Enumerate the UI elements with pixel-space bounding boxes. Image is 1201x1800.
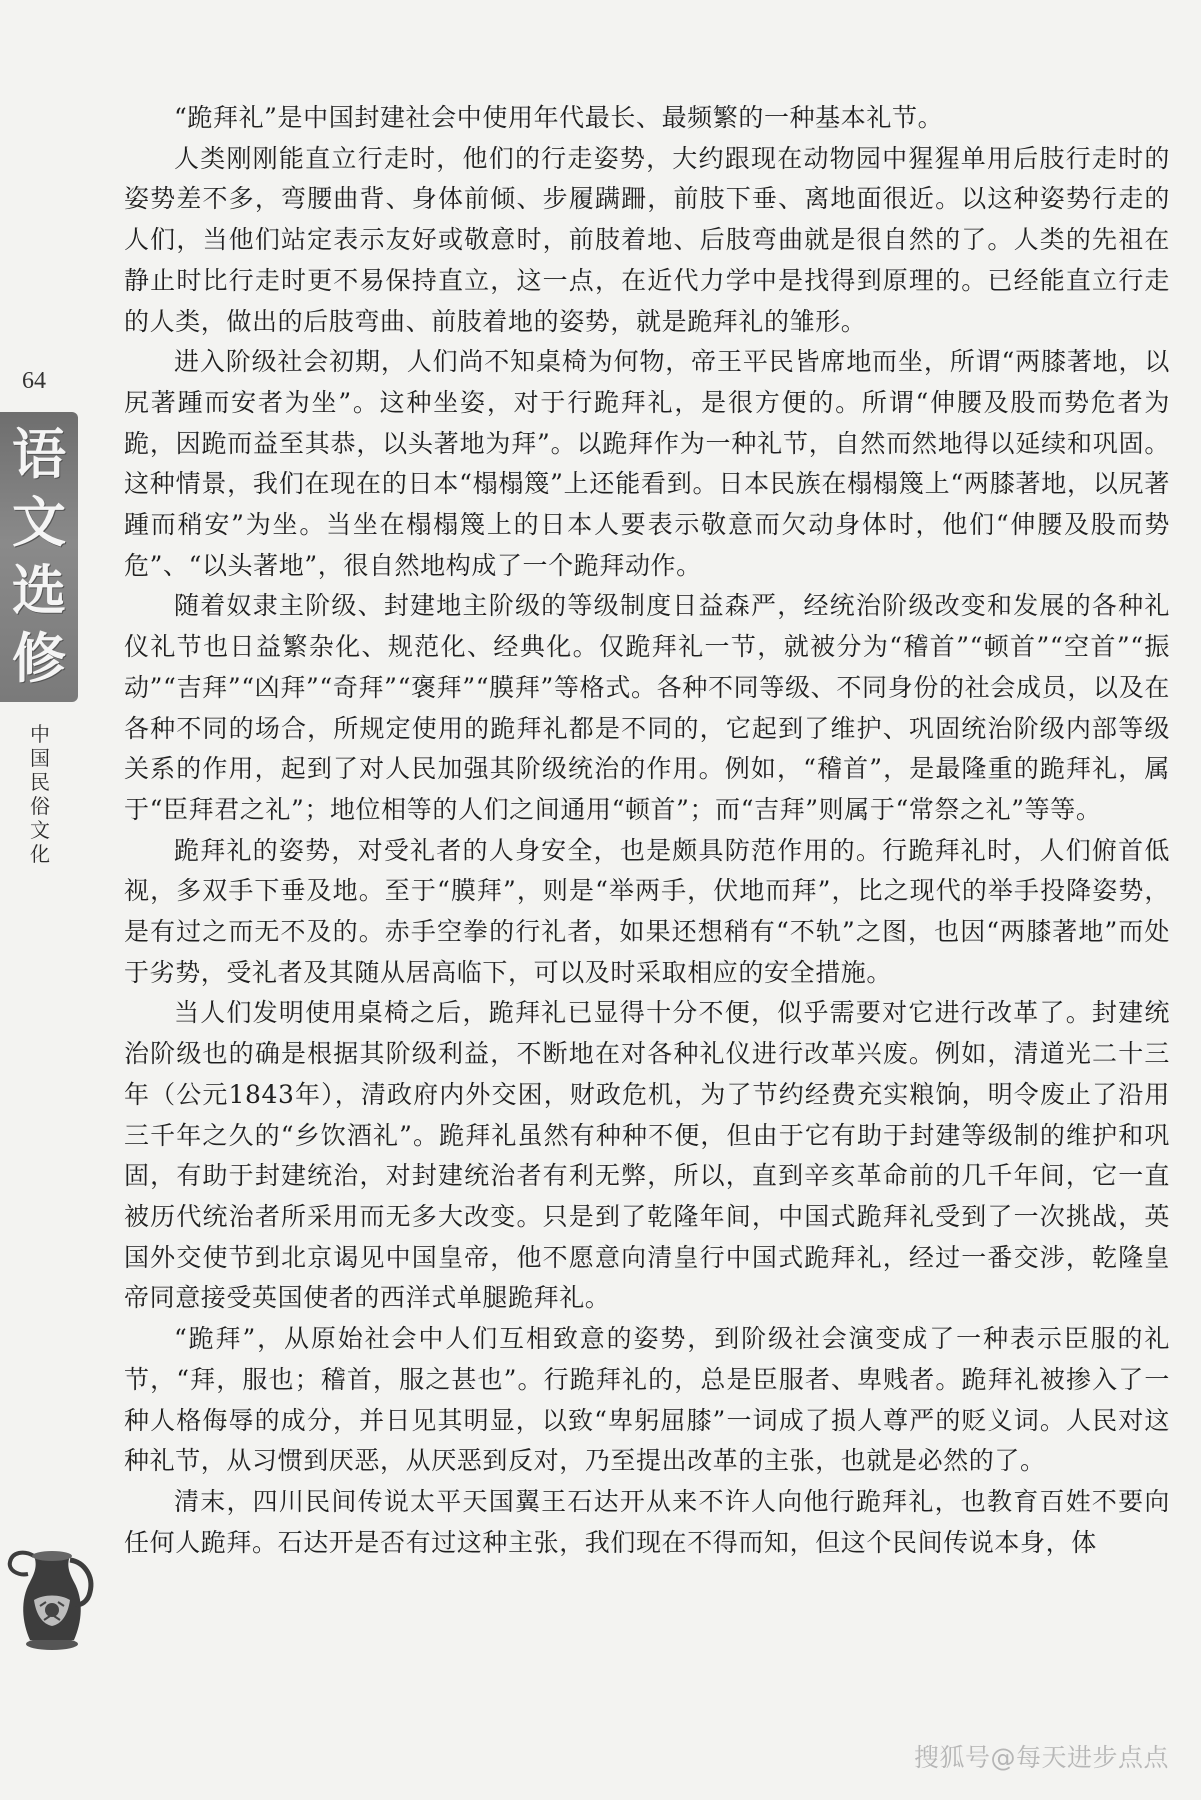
side-subtitle-char: 中 <box>30 722 50 746</box>
paragraph: 跪拜礼的姿势，对受礼者的人身安全，也是颇具防范作用的。行跪拜礼时，人们俯首低视，多双手下垂及地。至于“膜拜”，则是“举两手，伏地而拜”，比之现代的举手投降姿势，是有过之而无不及的。赤手空拳的行礼者，如果还想稍有“不轨”之图，也因“两膝著地”而处于劣势，受礼者及其随从居高临下，可以及时采取相应的安全措施。 <box>124 835 1170 987</box>
side-title-char: 文 <box>12 490 66 554</box>
paragraph: 人类刚刚能直立行走时，他们的行走姿势，大约跟现在动物园中猩猩单用后肢行走时的姿势差不多，弯腰曲背、身体前倾、步履蹒跚，前肢下垂、离地面很近。以这种姿势行走的人们，当他们站定表示友好或敬意时，前肢着地、后肢弯曲就是很自然的了。人类的先祖在静止时比行走时更不易保持直立，这一点，在近代力学中是找得到原理的。已经能直立行走的人类，做出的后肢弯曲、前肢着地的姿势，就是跪拜礼的雏形。 <box>124 143 1170 336</box>
watermark: 搜狐号@每天进步点点 <box>913 1743 1169 1772</box>
side-subtitle-char: 俗 <box>30 794 50 818</box>
paragraph: 进入阶级社会初期，人们尚不知桌椅为何物，帝王平民皆席地而坐，所谓“两膝著地，以尻著踵而安者为坐”。这种坐姿，对于行跪拜礼，是很方便的。所谓“伸腰及股而势危者为跪，因跪而益至其恭，以头著地为拜”。以跪拜作为一种礼节，自然而然地得以延续和巩固。这种情景，我们在现在的日本“榻榻篾”上还能看到。日本民族在榻榻篾上“两膝著地，以尻著踵而稍安”为坐。当坐在榻榻篾上的日本人要表示敬意而欠动身体时，他们“伸腰及股而势危”、“以头著地”，很自然地构成了一个跪拜动作。 <box>124 347 1170 580</box>
page-number: 64 <box>22 368 46 394</box>
paragraph: 当人们发明使用桌椅之后，跪拜礼已显得十分不便，似乎需要对它进行改革了。封建统治阶级也的确是根据其阶级利益，不断地在对各种礼仪进行改革兴废。例如，清道光二十三年（公元1843年），清政府内外交困，财政危机，为了节约经费充实粮饷，明令废止了沿用三千年之久的“乡饮酒礼”。跪拜礼虽然有种种不便，但由于它有助于封建等级制的维护和巩固，有助于封建统治，对封建统治者有利无弊，所以，直到辛亥革命前的几千年间，它一直被历代统治者所采用而无多大改变。只是到了乾隆年间，中国式跪拜礼受到了一次挑战，英国外交使节到北京谒见中国皇帝，他不愿意向清皇行中国式跪拜礼，经过一番交涉，乾隆皇帝同意接受英国使者的西洋式单腿跪拜礼。 <box>124 998 1170 1313</box>
paragraph: 清末，四川民间传说太平天国翼王石达开从来不许人向他行跪拜礼，也教育百姓不要向任何人跪拜。石达开是否有过这种主张，我们现在不得而知，但这个民间传说本身，体 <box>124 1486 1170 1557</box>
paragraph: “跪拜”，从原始社会中人们互相致意的姿势，到阶级社会演变成了一种表示臣服的礼节，“拜，服也；稽首，服之甚也”。行跪拜礼的，总是臣服者、卑贱者。跪拜礼被掺入了一种人格侮辱的成分，并日见其明显，以致“卑躬屈膝”一词成了损人尊严的贬义词。人民对这种礼节，从习惯到厌恶，从厌恶到反对，乃至提出改革的主张，也就是必然的了。 <box>124 1324 1170 1476</box>
side-title <box>0 420 78 692</box>
side-title-char: 修 <box>12 626 66 690</box>
article-body <box>124 98 1170 1563</box>
side-subtitle-char: 化 <box>30 842 50 866</box>
side-title-char: 选 <box>12 558 66 622</box>
side-title-char: 语 <box>12 422 66 486</box>
paragraph: “跪拜礼”是中国封建社会中使用年代最长、最频繁的一种基本礼节。 <box>174 103 944 132</box>
side-subtitle-char: 国 <box>30 746 50 770</box>
vase-illustration-icon <box>4 1540 100 1652</box>
side-subtitle-char: 文 <box>30 818 50 842</box>
side-subtitle <box>22 722 58 866</box>
paragraph: 随着奴隶主阶级、封建地主阶级的等级制度日益森严，经统治阶级改变和发展的各种礼仪礼节也日益繁杂化、规范化、经典化。仅跪拜礼一节，就被分为“稽首”“顿首”“空首”“振动”“吉拜”“凶拜”“奇拜”“褒拜”“膜拜”等格式。各种不同等级、不同身份的社会成员，以及在各种不同的场合，所规定使用的跪拜礼都是不同的，它起到了维护、巩固统治阶级内部等级关系的作用，起到了对人民加强其阶级统治的作用。例如，“稽首”，是最隆重的跪拜礼，属于“臣拜君之礼”；地位相等的人们之间通用“顿首”；而“吉拜”则属于“常祭之礼”等等。 <box>124 591 1170 824</box>
side-subtitle-char: 民 <box>30 770 50 794</box>
